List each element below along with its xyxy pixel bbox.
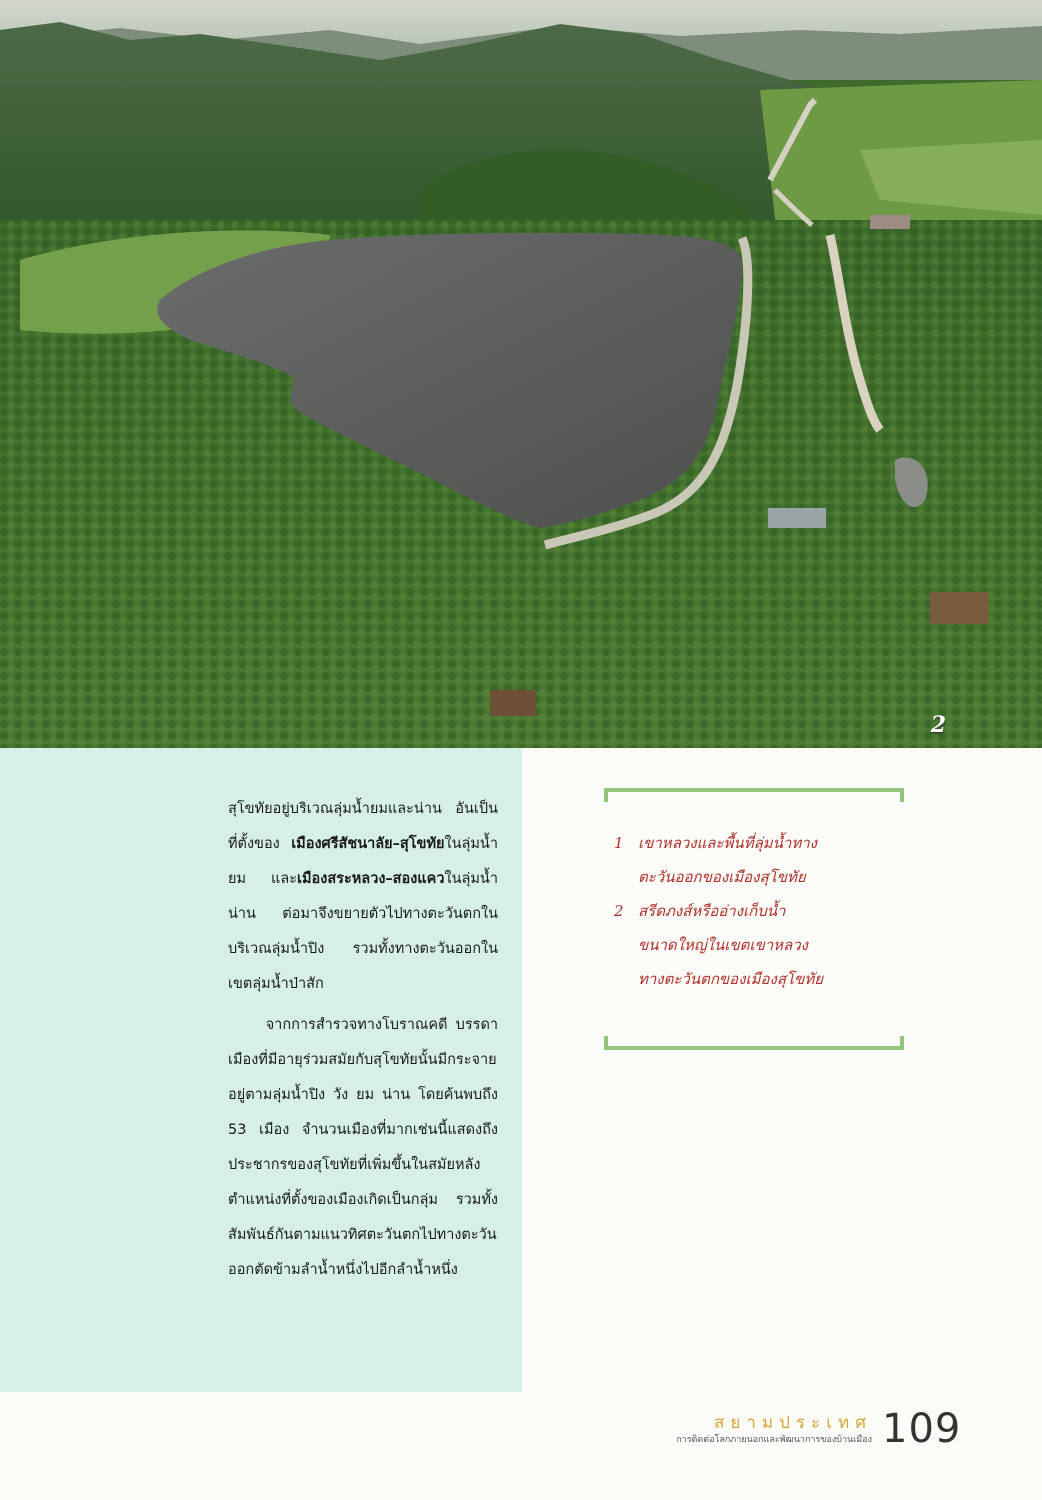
- paragraph-2: จากการสำรวจทางโบราณคดี บรรดาเมืองที่มีอายุร่วมสมัยกับสุโขทัยนั้นมีกระจายอยู่ตามลุ่มน้ำปิง วัง ยม น่าน โดยค้นพบถึง 53 เมือง จำนวนเมืองที่มากเช่นนี้แสดงถึงประชากรของสุโขทัยที่เพิ่มขึ้นในสมัยหลัง ตำแหน่งที่ตั้งของเมืองเกิดเป็นกลุ่ม รวมทั้งสัมพันธ์กันตามแนวทิศตะวันตกไปทางตะวันออกตัดข้ามลำน้ำหนึ่งไปอีกลำน้ำหนึ่ง: [228, 1017, 498, 1278]
- caption-corner: [900, 788, 904, 802]
- caption-line: สรีดภงส์หรืออ่างเก็บน้ำ: [638, 902, 786, 920]
- caption-text: [638, 894, 899, 996]
- caption-number: 2: [614, 902, 624, 920]
- caption-line: ทางตะวันตกของเมืองสุโขทัย: [638, 970, 824, 988]
- magazine-tagline: การติดต่อโลกภายนอกและพัฒนาการของบ้านเมือง: [676, 1435, 872, 1445]
- p1-run-bold: เมืองศรีสัชนาลัย–สุโขทัย: [291, 836, 445, 852]
- p1-run: สุโขทัยอยู่บริเวณลุ่มน้ำยมและน่าน อันเป็นที่ตั้งของ: [228, 801, 498, 852]
- body-text: [228, 792, 498, 1288]
- caption-line: ตะวันออกของเมืองสุโขทัย: [638, 868, 806, 886]
- caption-item: [614, 826, 899, 894]
- caption-list: [614, 826, 899, 996]
- caption-text: [638, 826, 899, 894]
- caption-line: ขนาดใหญ่ในเขตเขาหลวง: [638, 936, 808, 954]
- reservoir-landscape: [0, 0, 1042, 748]
- magazine-title: สยามประเทศ: [714, 1413, 872, 1433]
- p1-run-bold: เมืองสระหลวง–สองแคว: [297, 871, 445, 887]
- caption-corner: [604, 788, 608, 802]
- caption-box: [604, 788, 904, 1050]
- caption-line: เขาหลวงและพื้นที่ลุ่มน้ำทาง: [638, 834, 817, 852]
- paragraph-1: [228, 792, 498, 1002]
- p1-run: ในลุ่มน้ำน่าน ต่อมาจึงขยายตัวไปทางตะวันตกในบริเวณลุ่มน้ำปิง รวมทั้งทางตะวันออกในเขตลุ่มน้ำป่าสัก: [228, 871, 498, 992]
- photo-number: 2: [930, 712, 946, 738]
- p1-run: ในลุ่มน้ำยม และ: [228, 836, 498, 887]
- caption-item: [614, 894, 899, 996]
- caption-number: 1: [614, 834, 624, 852]
- caption-bottom-rule: [604, 1046, 904, 1050]
- page-number: 109: [882, 1406, 962, 1452]
- magazine-footer: [676, 1414, 872, 1446]
- caption-top-rule: [604, 788, 904, 792]
- aerial-photo: [0, 0, 1042, 748]
